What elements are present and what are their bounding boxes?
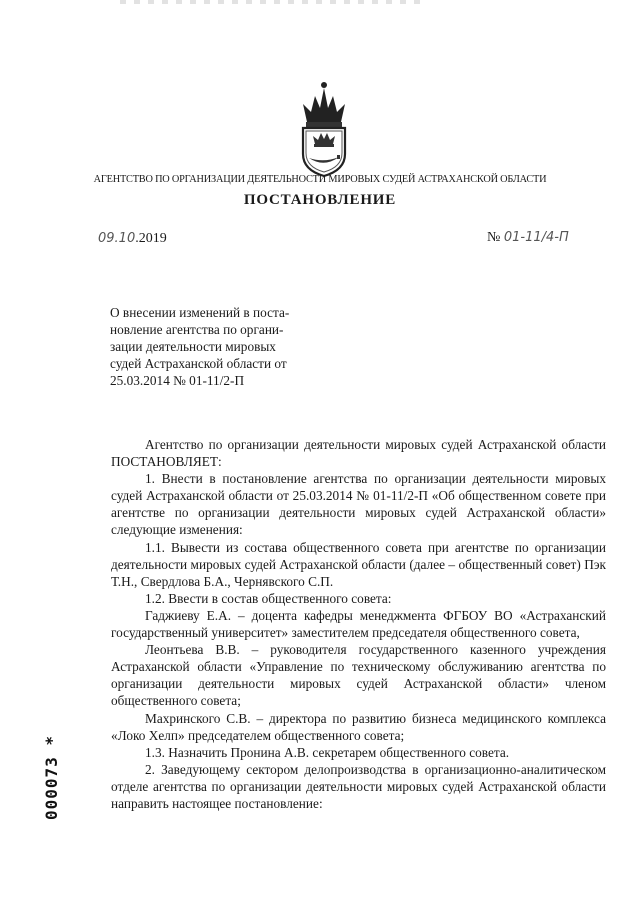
document-number	[487, 230, 569, 246]
document-date	[98, 231, 167, 247]
subject-line: новление агентства по органи-	[110, 322, 284, 337]
date-year: .2019	[135, 231, 167, 246]
document-type-title: ПОСТАНОВЛЕНИЕ	[243, 192, 397, 208]
body-paragraph: 1.3. Назначить Пронина А.В. секретарем общественного совета.	[145, 744, 510, 760]
date-handwritten: 09.10	[98, 231, 136, 246]
body-paragraph: Гаджиеву Е.А. – доцента кафедры менеджмента ФГБОУ ВО «Астраханский государственный университет» заместителем председателя общественного совета,	[111, 607, 606, 641]
subject-line: О внесении изменений в поста-	[110, 305, 290, 320]
agency-name: АГЕНТСТВО ПО ОРГАНИЗАЦИИ ДЕЯТЕЛЬНОСТИ МИРОВЫХ СУДЕЙ АСТРАХАНСКОЙ ОБЛАСТИ	[93, 174, 547, 185]
body-paragraph: 2. Заведующему сектором делопроизводства в организационно-аналитическом отделе агентства по организации деятельности мировых судей Астраханской области направить настоящее постановление:	[111, 761, 606, 811]
document-body	[111, 436, 606, 812]
subject-line: судей Астраханской области от	[110, 356, 287, 371]
body-paragraph: 1.2. Ввести в состав общественного совета:	[145, 590, 392, 606]
body-paragraph: Агентство по организации деятельности мировых судей Астраханской области ПОСТАНОВЛЯЕТ:	[111, 437, 606, 470]
number-prefix: №	[487, 230, 501, 245]
document-subject	[110, 304, 328, 389]
body-paragraph: 1.1. Вывести из состава общественного совета при агентстве по организации деятельности мировых судей Астраханской области (далее – общественный совет) Пэк Т.Н., Свердлова Б.А., Чернявского С.П.	[111, 539, 606, 589]
side-registration-stamp: 000073 *	[42, 734, 61, 820]
body-paragraph: Леонтьева В.В. – руководителя государственного казенного учреждения Астраханской области «Управление по техническому обслуживанию агентства по организации деятельности мировых судей Астраханской области» членом общественного совета;	[111, 642, 606, 709]
coat-of-arms-icon	[293, 78, 355, 178]
scan-noise	[120, 0, 420, 4]
body-paragraph: 1. Внести в постановление агентства по организации деятельности мировых судей Астраханской области от 25.03.2014 № 01-11/2-П «Об общественном совете при агентстве по организации деятельности мировых судей Астраханской области» следующие изменения:	[111, 471, 606, 538]
subject-line: 25.03.2014 № 01-11/2-П	[110, 373, 245, 388]
subject-line: зации деятельности мировых	[110, 339, 276, 354]
number-handwritten: 01-11/4-П	[503, 230, 569, 245]
body-paragraph: Махринского С.В. – директора по развитию бизнеса медицинского комплекса «Локо Хелп» председателем общественного совета;	[111, 710, 606, 743]
